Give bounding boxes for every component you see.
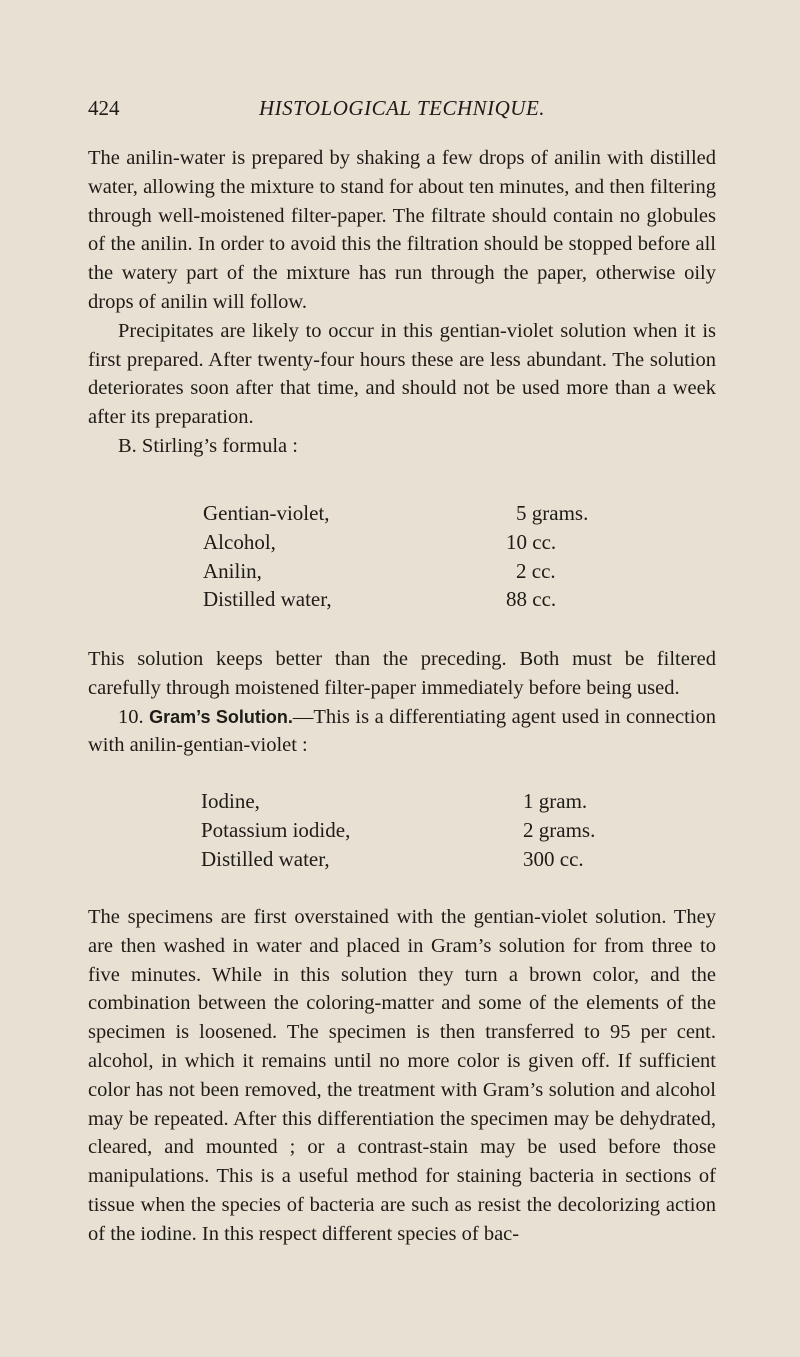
- paragraph-precipitates: Precipitates are likely to occur in this gentian-violet solution when it is first prepared. After twenty-four hours these are less abundant. The solution deteriorates soon after that time, and should not be used more than a week after its preparation.: [88, 319, 716, 429]
- paragraph-grams-solution: [88, 703, 716, 761]
- text-block-2: [88, 645, 716, 760]
- ingredient-amount: 1 gram.: [523, 789, 588, 813]
- ingredient-name: Gentian-violet,: [203, 501, 330, 525]
- paragraph-keeps-better: This solution keeps better than the preceding. Both must be filtered carefully through moistened filter-paper immediately before being used.: [88, 648, 716, 699]
- ingredient-amount: 88 cc.: [506, 587, 557, 612]
- formula-row: [0, 530, 800, 559]
- text-block-1: [88, 144, 716, 461]
- ingredient-amount: 2 grams.: [523, 817, 596, 842]
- paragraph-anilin-water: The anilin-water is prepared by shaking a few drops of anilin with distilled water, allowing the mixture to stand for about ten minutes, and then filtering through well-moistened filter-paper. The filtrate should contain no globules of the anilin. In order to avoid this the filtration should be stopped before all the watery part of the mixture has run through the paper, otherwise oily drops of anilin will follow.: [88, 147, 716, 313]
- page-number: 424: [88, 96, 120, 120]
- text-block-3: [88, 903, 716, 1249]
- ingredient-name: Distilled water,: [203, 587, 332, 612]
- ingredient-name: Distilled water,: [201, 846, 330, 871]
- ingredient-name: Anilin,: [203, 558, 262, 583]
- section-heading: Gram’s Solution.: [149, 706, 293, 727]
- formula-row: [0, 818, 800, 847]
- gram-formula-table: [0, 789, 800, 875]
- section-number: 10.: [118, 705, 144, 728]
- ingredient-amount: 5 grams.: [516, 501, 589, 525]
- formula-row: [0, 789, 800, 818]
- ingredient-amount: 300 cc.: [523, 846, 584, 871]
- formula-row: [0, 847, 800, 876]
- formula-row: [0, 559, 800, 588]
- formula-row: [0, 501, 800, 530]
- paragraph-specimens: The specimens are first overstained with the gentian-violet solution. They are then washed in water and placed in Gram’s solution for from three to five minutes. While in this solution they turn a brown color, and the combination between the coloring-matter and some of the elements of the specimen is loosened. The specimen is then transferred to 95 per cent. alcohol, in which it remains until no more color is given off. If sufficient color has not been removed, the treatment with Gram’s solution and alcohol may be repeated. After this differentiation the specimen may be dehydrated, cleared, and mounted ; or a contrast-stain may be used before those manipulations. This is a useful method for staining bacteria in sections of tissue when the species of bacteria are such as resist the decolorizing action of the iodine. In this respect different species of bac-: [88, 906, 716, 1245]
- running-title: HISTOLOGICAL TECHNIQUE.: [258, 96, 546, 120]
- page-header: [88, 96, 716, 126]
- formula-row: [0, 587, 800, 616]
- ingredient-name: Alcohol,: [203, 529, 276, 554]
- ingredient-name: Potassium iodide,: [201, 817, 351, 842]
- ingredient-amount: 10 cc.: [506, 529, 557, 554]
- ingredient-amount: 2 cc.: [516, 558, 556, 583]
- ingredient-name: Iodine,: [201, 789, 260, 813]
- section-text: —This is a differentiating agent used in connection with anilin-gentian-violet :: [88, 705, 716, 757]
- paragraph-stirling-heading: B. Stirling’s formula :: [118, 434, 298, 457]
- stirling-formula-table: [0, 501, 800, 616]
